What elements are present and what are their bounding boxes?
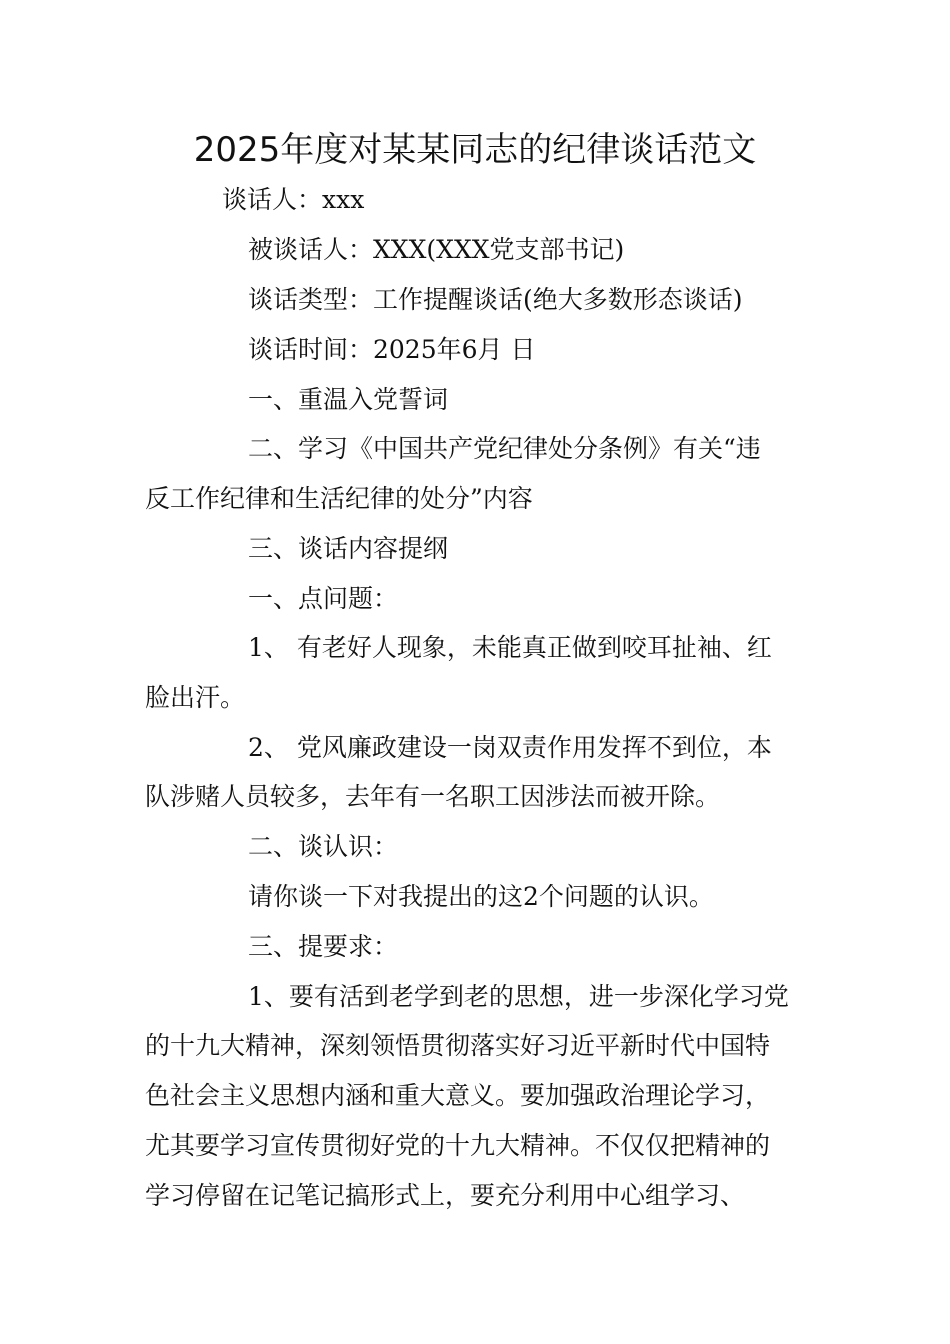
paragraph-line: 1、 有老好人现象，未能真正做到咬耳扯袖、红 [248, 633, 772, 662]
section-heading: 三、谈话内容提纲 [248, 534, 449, 563]
subsection-heading: 一、点问题： [248, 584, 399, 613]
paragraph-line: 请你谈一下对我提出的这2个问题的认识。 [248, 882, 714, 911]
paragraph-line: 色社会主义思想内涵和重大意义。要加强政治理论学习， [145, 1081, 771, 1110]
paragraph-line: 的十九大精神，深刻领悟贯彻落实好习近平新时代中国特 [145, 1031, 771, 1060]
interviewee-line: 被谈话人：XXX(XXX党支部书记) [248, 235, 625, 264]
document-title: 2025年度对某某同志的纪律谈话范文 [193, 130, 757, 170]
subsection-heading: 二、谈认识： [248, 832, 399, 861]
paragraph-line: 队涉赌人员较多，去年有一名职工因涉法而被开除。 [145, 782, 721, 811]
interviewer-line: 谈话人：xxx [222, 185, 365, 214]
paragraph-line: 学习停留在记笔记搞形式上，要充分利用中心组学习、 [145, 1181, 746, 1210]
subsection-heading: 三、提要求： [248, 932, 399, 961]
talk-type-line: 谈话类型：工作提醒谈话(绝大多数形态谈话) [248, 285, 743, 314]
paragraph-line: 脸出汗。 [145, 683, 246, 712]
talk-time-line: 谈话时间：2025年6月 日 [248, 335, 536, 364]
section-heading: 一、重温入党誓词 [248, 385, 449, 414]
paragraph-line: 尤其要学习宣传贯彻好党的十九大精神。不仅仅把精神的 [145, 1131, 771, 1160]
paragraph-line: 2、 党风廉政建设一岗双责作用发挥不到位，本 [248, 733, 772, 762]
paragraph-line: 二、学习《中国共产党纪律处分条例》有关“违 [248, 434, 761, 463]
paragraph-line: 反工作纪律和生活纪律的处分”内容 [145, 484, 533, 513]
paragraph-line: 1、要有活到老学到老的思想，进一步深化学习党 [248, 982, 789, 1011]
